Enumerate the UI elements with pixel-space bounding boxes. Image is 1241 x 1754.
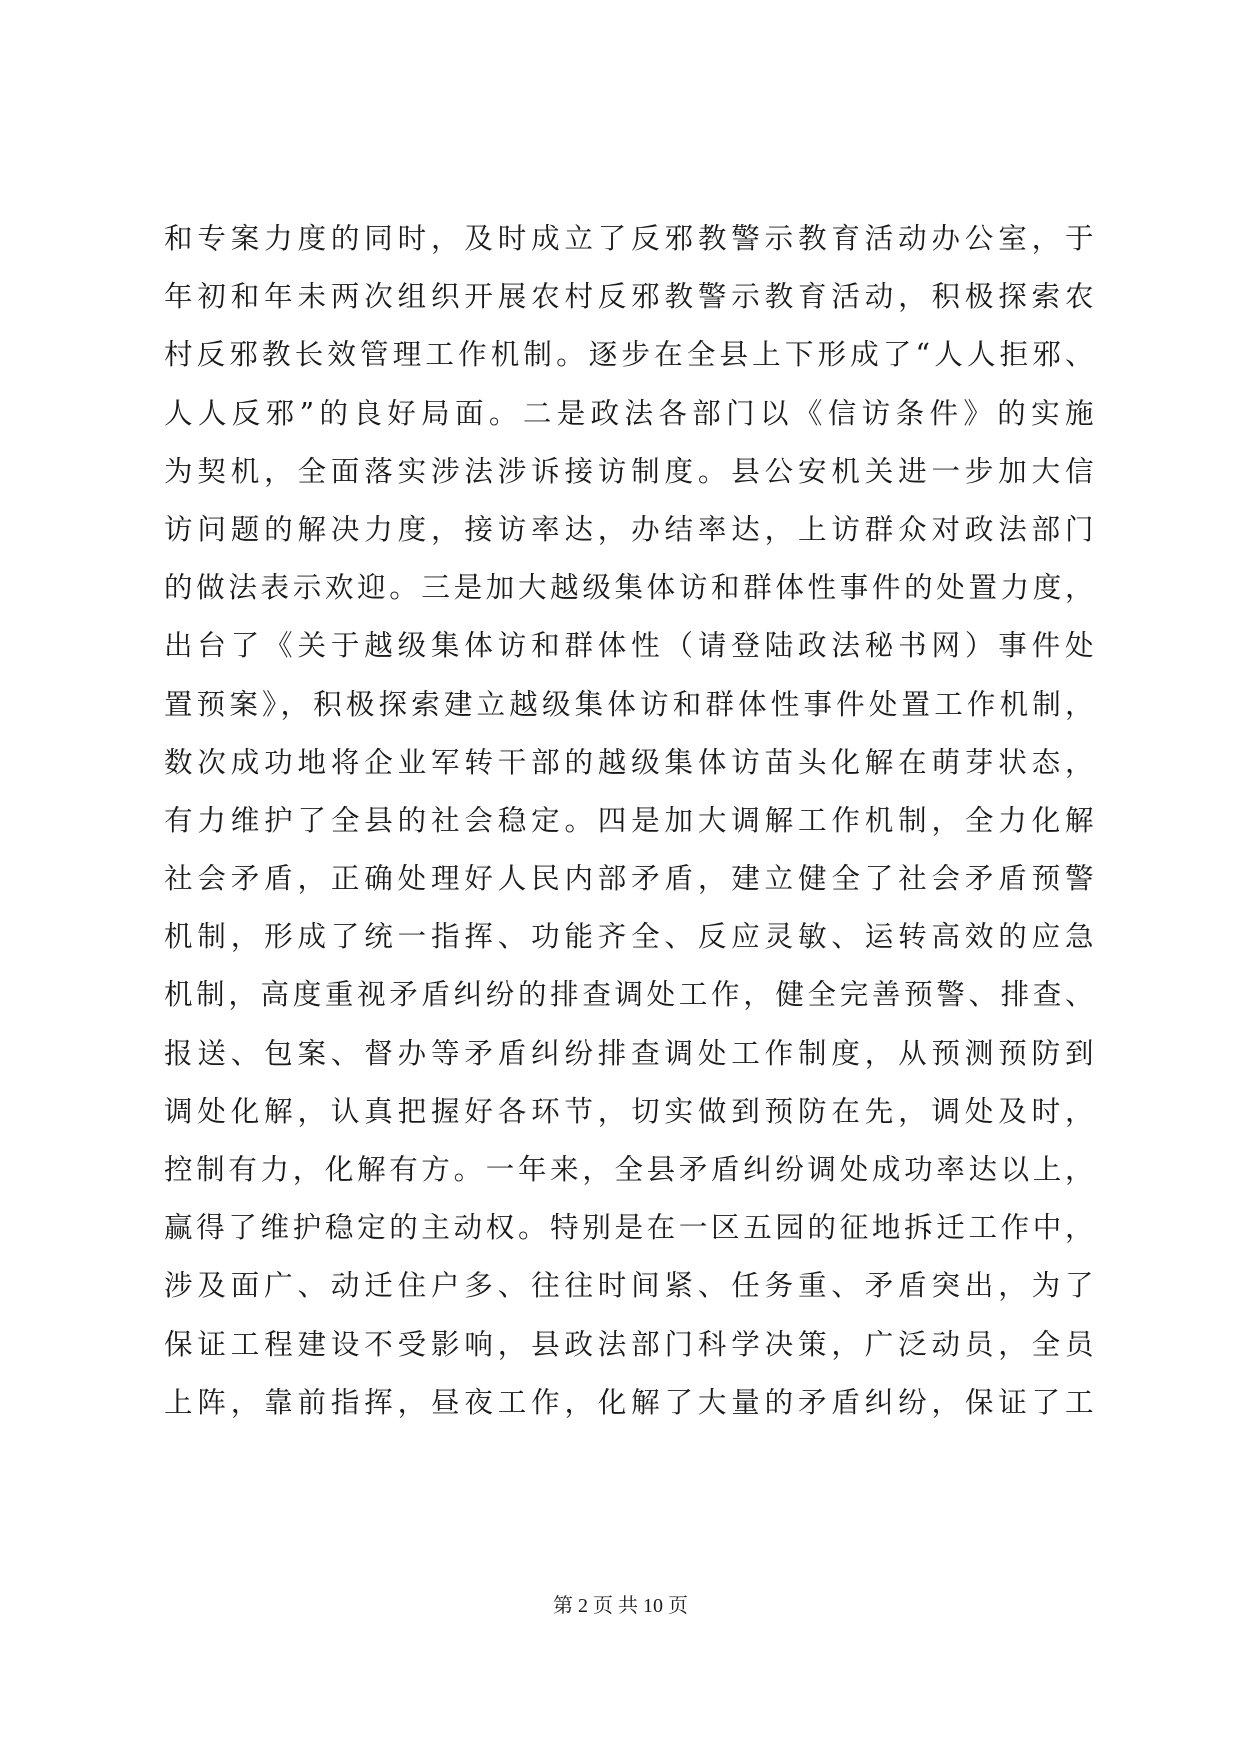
text-line: 和专案力度的同时，及时成立了反邪教警示教育活动办公室，于 bbox=[164, 222, 1094, 255]
text-line: 机制，高度重视矛盾纠纷的排查调处工作，健全完善预警、排查、 bbox=[164, 978, 1094, 1012]
text-line: 控制有力，化解有方。一年来，全县矛盾纠纷调处成功率达以上， bbox=[164, 1153, 1094, 1186]
text-line: 上阵，靠前指挥，昼夜工作，化解了大量的矛盾纠纷，保证了工 bbox=[164, 1385, 1094, 1419]
text-line: 报送、包案、督办等矛盾纠纷排查调处工作制度，从预测预防到 bbox=[164, 1036, 1094, 1070]
text-line: 的做法表示欢迎。三是加大越级集体访和群体性事件的处置力度， bbox=[164, 571, 1094, 605]
text-line: 调处化解，认真把握好各环节，切实做到预防在先，调处及时， bbox=[164, 1094, 1094, 1128]
page-number-footer: 第 2 页 共 10 页 bbox=[553, 1595, 688, 1617]
text-line: 保证工程建设不受影响，县政法部门科学决策，广泛动员，全员 bbox=[164, 1327, 1094, 1361]
text-line: 机制，形成了统一指挥、功能齐全、反应灵敏、运转高效的应急 bbox=[164, 920, 1094, 954]
text-line: 为契机，全面落实涉法涉诉接访制度。县公安机关进一步加大信 bbox=[164, 454, 1094, 488]
text-line: 涉及面广、动迁住户多、往往时间紧、任务重、矛盾突出，为了 bbox=[164, 1269, 1094, 1303]
text-line: 出台了《关于越级集体访和群体性（请登陆政法秘书网）事件处 bbox=[164, 629, 1094, 663]
text-line: 村反邪教长效管理工作机制。逐步在全县上下形成了“人人拒邪、 bbox=[164, 338, 1094, 372]
text-line: 赢得了维护稳定的主动权。特别是在一区五园的征地拆迁工作中， bbox=[164, 1211, 1094, 1245]
text-line: 人人反邪”的良好局面。二是政法各部门以《信访条件》的实施 bbox=[164, 396, 1094, 430]
text-line: 年初和年未两次组织开展农村反邪教警示教育活动，积极探索农 bbox=[164, 280, 1094, 314]
body-paragraph bbox=[164, 210, 1094, 1432]
text-line: 社会矛盾，正确处理好人民内部矛盾，建立健全了社会矛盾预警 bbox=[164, 862, 1094, 896]
text-line: 数次成功地将企业军转干部的越级集体访苗头化解在萌芽状态， bbox=[164, 745, 1094, 779]
text-line: 访问题的解决力度，接访率达，办结率达，上访群众对政法部门 bbox=[164, 512, 1094, 546]
text-line: 置预案》，积极探索建立越级集体访和群体性事件处置工作机制， bbox=[164, 687, 1094, 721]
text-line: 有力维护了全县的社会稳定。四是加大调解工作机制，全力化解 bbox=[164, 803, 1094, 837]
